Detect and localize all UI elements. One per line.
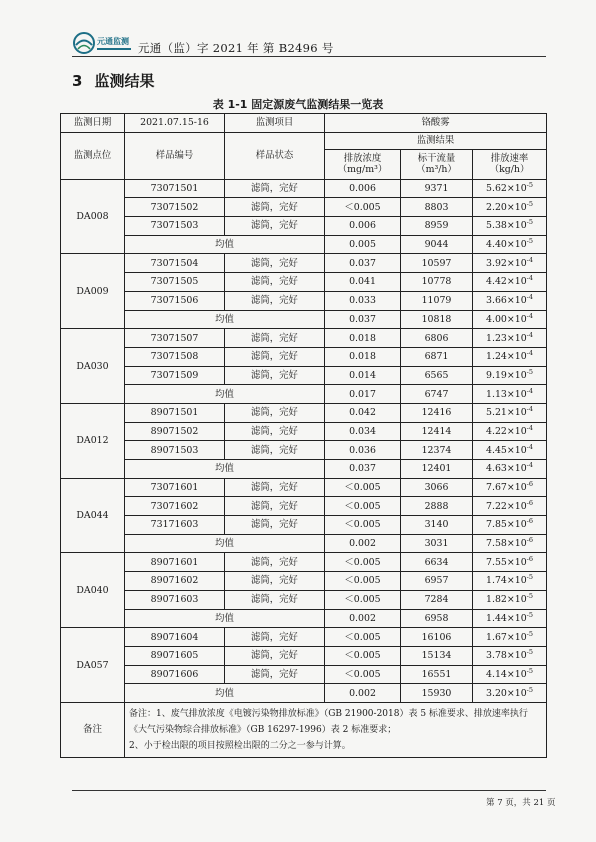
site-name: DA030: [61, 329, 125, 404]
emission-rate: [473, 254, 547, 273]
standard-dry-flow: 6747: [401, 385, 473, 404]
rate-exponent: -4: [526, 293, 534, 302]
standard-dry-flow: 6958: [401, 609, 473, 628]
table-row: [61, 403, 547, 422]
sample-state: 滤筒，完好: [225, 254, 325, 273]
emission-rate: [473, 665, 547, 684]
rate-exponent: -5: [526, 180, 534, 189]
emission-concentration: ＜0.005: [325, 497, 401, 516]
emission-concentration: ＜0.005: [325, 572, 401, 591]
sample-state: 滤筒，完好: [225, 291, 325, 310]
company-logo-icon: [72, 30, 134, 56]
average-label: 均值: [125, 534, 325, 553]
rate-mantissa: 4.00×10: [486, 313, 527, 325]
table-row: [61, 273, 547, 292]
table-row: [61, 628, 547, 647]
sample-state: 滤筒，完好: [225, 179, 325, 198]
average-row: [61, 310, 547, 329]
sample-state: 滤筒，完好: [225, 572, 325, 591]
table-row: [61, 441, 547, 460]
rate-exponent: -5: [526, 218, 534, 227]
standard-dry-flow: 6806: [401, 329, 473, 348]
standard-dry-flow: 6634: [401, 553, 473, 572]
emission-concentration: 0.036: [325, 441, 401, 460]
rate-exponent: -6: [526, 554, 534, 563]
rate-mantissa: 7.67×10: [486, 482, 527, 494]
emission-concentration: ＜0.005: [325, 478, 401, 497]
standard-dry-flow: 15930: [401, 684, 473, 703]
standard-dry-flow: 6565: [401, 366, 473, 385]
page-number: 第 7 页，共 21 页: [486, 798, 556, 808]
emission-rate: [473, 273, 547, 292]
rate-exponent: -6: [526, 498, 534, 507]
site-name: DA044: [61, 478, 125, 553]
table-row: [61, 497, 547, 516]
emission-rate: [473, 329, 547, 348]
rate-mantissa: 3.92×10: [486, 257, 527, 269]
sample-state: 滤筒，完好: [225, 441, 325, 460]
rate-mantissa: 3.78×10: [486, 650, 527, 662]
rate-header: [473, 149, 547, 179]
rate-mantissa: 3.66×10: [486, 295, 527, 307]
note-line-2: 2、小于检出限的项目按照检出限的二分之一参与计算。: [129, 740, 351, 751]
emission-rate: [473, 347, 547, 366]
sample-number: 73071504: [125, 254, 225, 273]
rate-mantissa: 5.38×10: [486, 220, 527, 232]
sample-state: 滤筒，完好: [225, 422, 325, 441]
site-name: DA040: [61, 553, 125, 628]
sample-number: 73071505: [125, 273, 225, 292]
rate-exponent: -4: [526, 311, 534, 320]
table-row: [61, 366, 547, 385]
emission-concentration: 0.042: [325, 403, 401, 422]
emission-concentration: 0.017: [325, 385, 401, 404]
rate-exponent: -5: [526, 236, 534, 245]
standard-dry-flow: 10778: [401, 273, 473, 292]
rate-exponent: -5: [526, 666, 534, 675]
site-name: DA008: [61, 179, 125, 254]
results-table: [60, 113, 547, 758]
table-row: [61, 217, 547, 236]
rate-label: 排放速率: [490, 153, 529, 165]
emission-rate: [473, 478, 547, 497]
emission-concentration: 0.005: [325, 235, 401, 254]
average-label: 均值: [125, 310, 325, 329]
emission-concentration: 0.002: [325, 684, 401, 703]
emission-concentration: 0.034: [325, 422, 401, 441]
emission-concentration: 0.037: [325, 254, 401, 273]
sample-no-label: 样品编号: [125, 132, 225, 179]
emission-rate: [473, 646, 547, 665]
sample-number: 89071606: [125, 665, 225, 684]
standard-dry-flow: 6871: [401, 347, 473, 366]
rate-mantissa: 7.22×10: [486, 500, 527, 512]
table-header-row: [61, 132, 547, 149]
table-header-row: [61, 114, 547, 133]
standard-dry-flow: 3031: [401, 534, 473, 553]
note-label: 备注: [61, 702, 125, 757]
conc-label: 排放浓度: [343, 153, 382, 165]
emission-concentration: ＜0.005: [325, 665, 401, 684]
date-value: 2021.07.15-16: [125, 114, 225, 133]
table-row: [61, 516, 547, 535]
rate-exponent: -5: [526, 573, 534, 582]
emission-concentration: 0.002: [325, 534, 401, 553]
sample-state: 滤筒，完好: [225, 273, 325, 292]
sample-number: 73071502: [125, 198, 225, 217]
emission-rate: [473, 516, 547, 535]
table-caption: 表 1-1 固定源废气监测结果一览表: [212, 98, 384, 111]
emission-rate: [473, 628, 547, 647]
standard-dry-flow: 11079: [401, 291, 473, 310]
average-label: 均值: [125, 235, 325, 254]
note-text: [125, 702, 547, 757]
conc-unit: （mg/m³）: [337, 164, 388, 176]
section-title: 监测结果: [94, 72, 155, 90]
average-row: [61, 460, 547, 479]
standard-dry-flow: 8803: [401, 198, 473, 217]
emission-concentration: ＜0.005: [325, 646, 401, 665]
rate-exponent: -4: [526, 255, 534, 264]
emission-rate: [473, 235, 547, 254]
emission-rate: [473, 179, 547, 198]
rate-mantissa: 1.23×10: [486, 332, 527, 344]
rate-exponent: -4: [526, 405, 534, 414]
rate-exponent: -5: [526, 367, 534, 376]
table-row: [61, 347, 547, 366]
table-row: [61, 291, 547, 310]
emission-rate: [473, 385, 547, 404]
conc-header: [325, 149, 401, 179]
sample-number: 73071503: [125, 217, 225, 236]
rate-mantissa: 5.62×10: [486, 183, 527, 195]
emission-rate: [473, 460, 547, 479]
table-row: [61, 198, 547, 217]
table-row: [61, 553, 547, 572]
standard-dry-flow: 9044: [401, 235, 473, 254]
sample-state: 滤筒，完好: [225, 590, 325, 609]
sample-number: 89071604: [125, 628, 225, 647]
rate-mantissa: 1.24×10: [486, 351, 527, 363]
note-row: [61, 702, 547, 757]
note-line-1: 备注：1、废气排放浓度《电镀污染物排放标准》（GB 21900-2018）表 5 标准要求、排放速率执行《大气污染物综合排放标准》（GB 16297-1996）表 2 标准要求；: [129, 708, 528, 735]
sample-number: 73071501: [125, 179, 225, 198]
rate-mantissa: 1.82×10: [486, 594, 527, 606]
rate-exponent: -5: [526, 629, 534, 638]
average-label: 均值: [125, 385, 325, 404]
table-row: [61, 590, 547, 609]
sample-state: 滤筒，完好: [225, 403, 325, 422]
date-label: 监测日期: [61, 114, 125, 133]
results-label: 监测结果: [325, 132, 547, 149]
rate-mantissa: 4.45×10: [486, 444, 527, 456]
pollutant-name: 铬酸雾: [325, 114, 547, 133]
standard-dry-flow: 15134: [401, 646, 473, 665]
rate-exponent: -6: [526, 479, 534, 488]
standard-dry-flow: 12401: [401, 460, 473, 479]
table-row: [61, 646, 547, 665]
rate-exponent: -5: [526, 592, 534, 601]
sample-number: 89071602: [125, 572, 225, 591]
rate-exponent: -5: [526, 648, 534, 657]
emission-rate: [473, 684, 547, 703]
rate-exponent: -4: [526, 423, 534, 432]
emission-rate: [473, 422, 547, 441]
emission-concentration: 0.037: [325, 460, 401, 479]
rate-exponent: -5: [526, 685, 534, 694]
table-row: [61, 422, 547, 441]
rate-mantissa: 2.20×10: [486, 201, 527, 213]
rate-mantissa: 7.55×10: [486, 556, 527, 568]
emission-concentration: 0.018: [325, 329, 401, 348]
rate-mantissa: 1.67×10: [486, 631, 527, 643]
average-row: [61, 609, 547, 628]
emission-rate: [473, 366, 547, 385]
standard-dry-flow: 9371: [401, 179, 473, 198]
emission-rate: [473, 553, 547, 572]
standard-dry-flow: 12416: [401, 403, 473, 422]
emission-concentration: 0.002: [325, 609, 401, 628]
sample-state: 滤筒，完好: [225, 198, 325, 217]
rate-mantissa: 5.21×10: [486, 407, 527, 419]
sample-state: 滤筒，完好: [225, 646, 325, 665]
section-number: 3: [72, 72, 83, 90]
emission-concentration: ＜0.005: [325, 553, 401, 572]
table-row: [61, 179, 547, 198]
rate-mantissa: 1.44×10: [486, 612, 527, 624]
sample-state: 滤筒，完好: [225, 329, 325, 348]
emission-rate: [473, 572, 547, 591]
logo-text: 元通监测: [97, 37, 129, 46]
sample-number: 89071603: [125, 590, 225, 609]
average-row: [61, 684, 547, 703]
standard-dry-flow: 16551: [401, 665, 473, 684]
average-row: [61, 385, 547, 404]
rate-exponent: -4: [526, 274, 534, 283]
table-row: [61, 478, 547, 497]
standard-dry-flow: 10818: [401, 310, 473, 329]
rate-exponent: -4: [526, 349, 534, 358]
rate-unit: （kg/h）: [489, 164, 530, 176]
standard-dry-flow: 10597: [401, 254, 473, 273]
standard-dry-flow: 7284: [401, 590, 473, 609]
section-heading: [72, 70, 154, 91]
standard-dry-flow: 3140: [401, 516, 473, 535]
rate-exponent: -6: [526, 517, 534, 526]
emission-concentration: 0.033: [325, 291, 401, 310]
emission-concentration: 0.037: [325, 310, 401, 329]
emission-rate: [473, 534, 547, 553]
flow-unit: （m³/h）: [416, 164, 457, 176]
standard-dry-flow: 3066: [401, 478, 473, 497]
sample-number: 73071602: [125, 497, 225, 516]
rate-exponent: -4: [526, 330, 534, 339]
emission-concentration: 0.018: [325, 347, 401, 366]
rate-mantissa: 4.22×10: [486, 425, 527, 437]
rate-mantissa: 1.74×10: [486, 575, 527, 587]
site-name: DA009: [61, 254, 125, 329]
rate-exponent: -5: [526, 199, 534, 208]
rate-exponent: -4: [526, 442, 534, 451]
emission-concentration: 0.041: [325, 273, 401, 292]
rate-mantissa: 4.42×10: [486, 276, 527, 288]
sample-state: 滤筒，完好: [225, 347, 325, 366]
sample-state-label: 样品状态: [225, 132, 325, 179]
sample-state: 滤筒，完好: [225, 478, 325, 497]
average-row: [61, 235, 547, 254]
emission-rate: [473, 403, 547, 422]
sample-state: 滤筒，完好: [225, 366, 325, 385]
table-row: [61, 572, 547, 591]
site-name: DA012: [61, 403, 125, 478]
sample-state: 滤筒，完好: [225, 553, 325, 572]
sample-number: 89071502: [125, 422, 225, 441]
sample-state: 滤筒，完好: [225, 628, 325, 647]
item-label: 监测项目: [225, 114, 325, 133]
rate-mantissa: 4.40×10: [486, 239, 527, 251]
rate-exponent: -5: [526, 610, 534, 619]
sample-state: 滤筒，完好: [225, 217, 325, 236]
emission-concentration: 0.006: [325, 179, 401, 198]
sample-number: 89071503: [125, 441, 225, 460]
standard-dry-flow: 16106: [401, 628, 473, 647]
table-row: [61, 665, 547, 684]
footer-rule: [72, 790, 546, 791]
emission-concentration: 0.006: [325, 217, 401, 236]
rate-mantissa: 7.85×10: [486, 519, 527, 531]
sample-number: 73071507: [125, 329, 225, 348]
site-label: 监测点位: [61, 132, 125, 179]
flow-header: [401, 149, 473, 179]
emission-concentration: ＜0.005: [325, 628, 401, 647]
table-row: [61, 329, 547, 348]
sample-number: 89071605: [125, 646, 225, 665]
standard-dry-flow: 8959: [401, 217, 473, 236]
rate-mantissa: 1.13×10: [486, 388, 527, 400]
flow-label: 标干流量: [417, 153, 456, 165]
standard-dry-flow: 6957: [401, 572, 473, 591]
average-row: [61, 534, 547, 553]
rate-mantissa: 4.14×10: [486, 668, 527, 680]
rate-mantissa: 4.63×10: [486, 463, 527, 475]
sample-number: 73071509: [125, 366, 225, 385]
sample-state: 滤筒，完好: [225, 516, 325, 535]
sample-number: 73171603: [125, 516, 225, 535]
emission-concentration: ＜0.005: [325, 516, 401, 535]
emission-concentration: ＜0.005: [325, 590, 401, 609]
site-name: DA057: [61, 628, 125, 703]
average-label: 均值: [125, 684, 325, 703]
emission-concentration: ＜0.005: [325, 198, 401, 217]
average-label: 均值: [125, 460, 325, 479]
sample-number: 89071501: [125, 403, 225, 422]
average-label: 均值: [125, 609, 325, 628]
emission-rate: [473, 310, 547, 329]
table-row: [61, 254, 547, 273]
sample-state: 滤筒，完好: [225, 665, 325, 684]
sample-number: 73071601: [125, 478, 225, 497]
header-rule: [72, 56, 546, 57]
emission-rate: [473, 441, 547, 460]
rate-exponent: -4: [526, 386, 534, 395]
emission-rate: [473, 609, 547, 628]
rate-mantissa: 3.20×10: [486, 687, 527, 699]
rate-mantissa: 7.58×10: [486, 538, 527, 550]
rate-exponent: -6: [526, 535, 534, 544]
sample-number: 89071601: [125, 553, 225, 572]
report-number: 元通（监）字 2021 年 第 B2496 号: [138, 41, 334, 55]
sample-state: 滤筒，完好: [225, 497, 325, 516]
standard-dry-flow: 12374: [401, 441, 473, 460]
emission-rate: [473, 291, 547, 310]
emission-rate: [473, 217, 547, 236]
emission-concentration: 0.014: [325, 366, 401, 385]
rate-exponent: -4: [526, 461, 534, 470]
standard-dry-flow: 2888: [401, 497, 473, 516]
emission-rate: [473, 590, 547, 609]
emission-rate: [473, 198, 547, 217]
emission-rate: [473, 497, 547, 516]
standard-dry-flow: 12414: [401, 422, 473, 441]
sample-number: 73071506: [125, 291, 225, 310]
sample-number: 73071508: [125, 347, 225, 366]
rate-mantissa: 9.19×10: [486, 369, 527, 381]
